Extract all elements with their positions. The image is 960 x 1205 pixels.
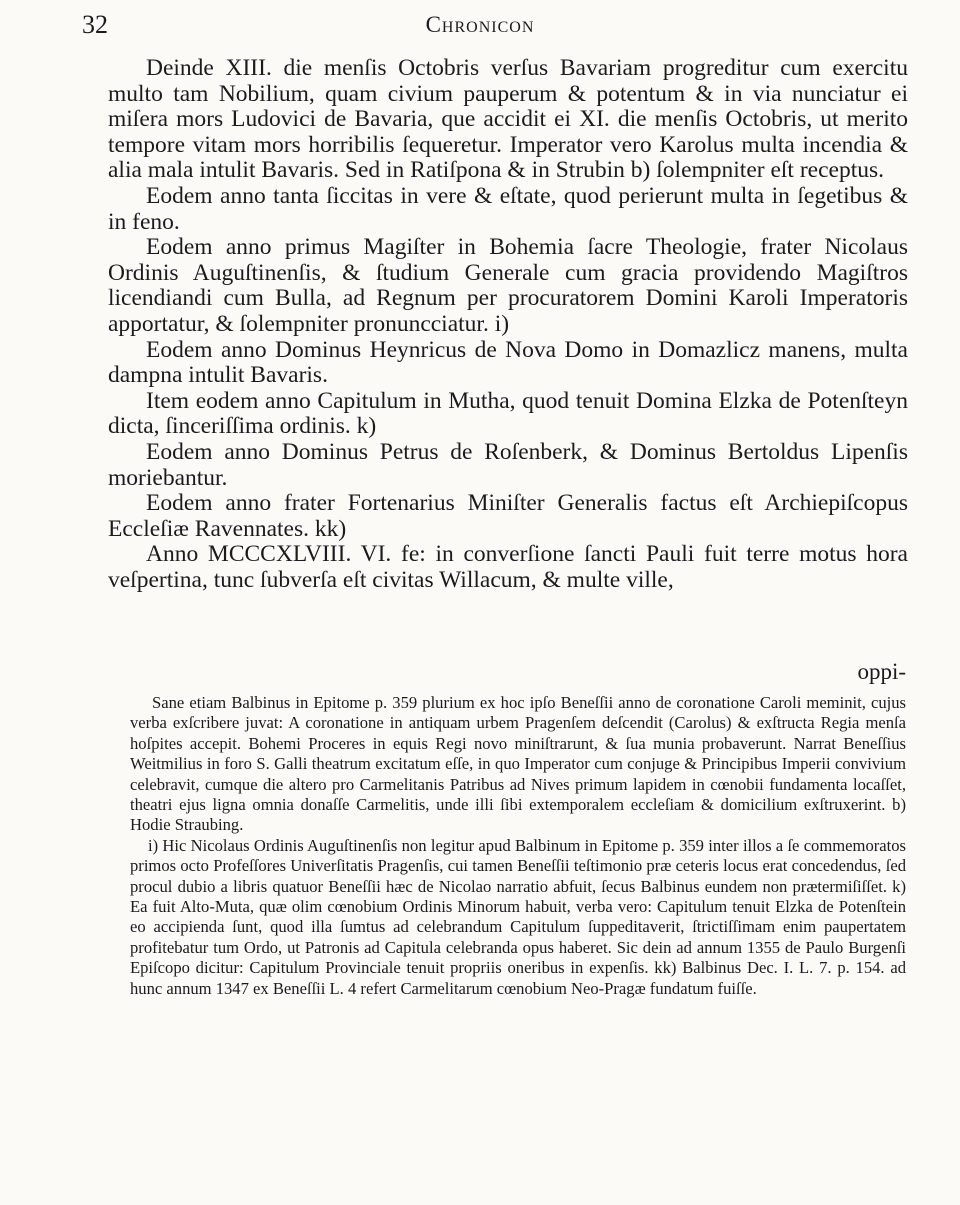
main-paragraph: Eodem anno tanta ſiccitas in vere & eſtate, quod perierunt multa in ſegetibus & in feno. [108,182,908,235]
main-paragraph: Eodem anno frater Fortenarius Miniſter Generalis factus eſt Archiepiſcopus Eccleſiæ Ravennates. kk) [108,490,908,542]
footnote: i) Hic Nicolaus Ordinis Auguſtinenſis non legitur apud Balbinum in Epitome p. 359 inter illos a ſe commemoratos primos octo Profeſſores Univerſitatis Pragenſis, cui tamen Beneſſii teſtimonio præ ceteris locus erat concedendus, ſed procul dubio a libris quatuor Beneſſii hæc de Nicolao narratio abfuit, ſecus Balbinus eundem non prætermiſiſſet. k) Ea fuit Alto-Muta, quæ olim cœnobium Ordinis Minorum habuit, verba vero: Capitulum tenuit Elzka de Potenſtein eo accipienda ſunt, quod illa ſumtus ad celebrandum Capitulum ſuppeditaverit, ſtrictiſſimam enim paupertatem profitebatur tum Ordo, ut Patronis ad Capitula celebranda opus haberet. Sic dein ad annum 1355 de Paulo Burgenſi Epiſcopo dicitur: Capitulum Provinciale tenuit propriis oneribus in expenſis. kk) Balbinus Dec. I. L. 7. p. 154. ad hunc annum 1347 ex Beneſſii L. 4 refert Carmelitarum cœnobium Neo-Pragæ fundatum fuiſſe. [130,835,906,998]
main-paragraph: Eodem anno primus Magiſter in Bohemia ſacre Theologie, frater Nicolaus Ordinis Auguſtinenſis, & ſtudium Generale cum gracia providendo Magiſtros licendiandi cum Bulla, ad Regnum per procuratorem Domini Karoli Imperatoris apportatur, & ſolempniter pronuncciatur. i) [108,234,908,337]
main-paragraph: Eodem anno Dominus Petrus de Roſenberk, & Dominus Bertoldus Lipenſis moriebantur. [108,438,908,491]
page-number: 32 [82,10,108,39]
main-paragraph: Item eodem anno Capitulum in Mutha, quod tenuit Domina Elzka de Potenſteyn dicta, ſinceriſſima ordinis. k) [108,387,908,440]
footnotes [130,693,906,999]
main-paragraph: Anno MCCCXLVIII. VI. fe: in converſione ſancti Pauli fuit terre motus hora veſpertina, tunc ſubverſa eſt civitas Willacum, & multe ville, [108,541,908,593]
main-paragraph: Eodem anno Dominus Heynricus de Nova Domo in Domazlicz manens, multa dampna intulit Bavaris. [108,336,908,389]
catchword: oppi- [857,659,906,684]
page-header [0,0,960,50]
main-text [108,56,908,593]
footnote: Sane etiam Balbinus in Epitome p. 359 plurium ex hoc ipſo Beneſſii anno de coronatione Caroli meminit, cujus verba exſcribere juvat: A coronatione in antiquam urbem Pragenſem deſcendit (Carolus) & exſtructa Regia menſa hoſpites accepit. Bohemi Proceres in equis Regi novo miniſtrarunt, & ſua munia probaverunt. Narrat Beneſſius Weitmilius in foro S. Galli theatrum excitatum eſſe, in quo Imperator cum conjuge & Principibus Imperii convivium celebravit, cumque die altero pro Carmelitanis Patribus ad Nives primum lapidem in cœnobii fundamenta locaſſet, theatri ejus ligna omnia donaſſe Carmelitis, unde illi ſibi extemporalem eccleſiam & domicilium exſtruxerint. b) Hodie Straubing. [130,693,906,835]
main-paragraph: Deinde XIII. die menſis Octobris verſus Bavariam progreditur cum exercitu multo tam Nobilium, quam civium pauperum & potentum & in via nunciatur ei miſera mors Ludovici de Bavaria, que accidit ei XI. die menſis Octobris, ut merito tempore vitam mors horribilis ſequeretur. Imperator vero Karolus multa incendia & alia mala intulit Bavaris. Sed in Ratiſpona & in Strubin b) ſolempniter eſt receptus. [108,55,908,184]
running-title: Chronicon [425,12,535,37]
